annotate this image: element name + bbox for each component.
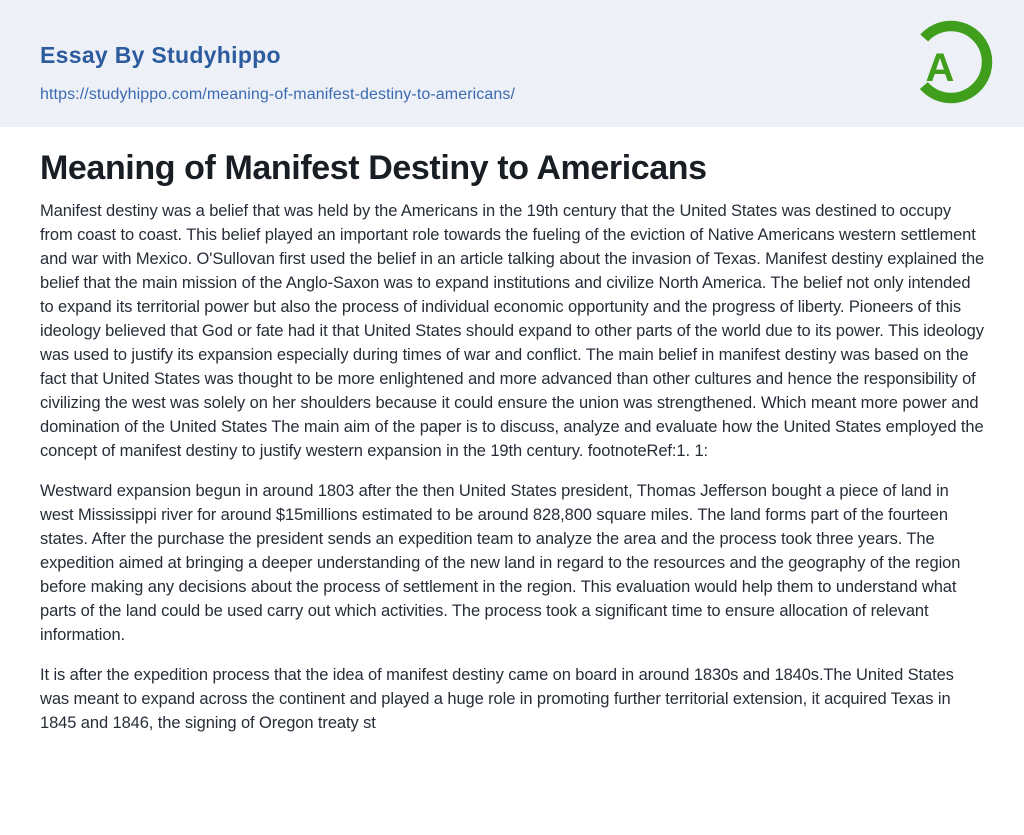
article-body [0, 148, 1024, 735]
article-paragraph-1: Manifest destiny was a belief that was held by the Americans in the 19th century that the United States was destined to occupy from coast to coast. This belief played an important role towards the fueling of the eviction of Native Americans western settlement and war with Mexico. O'Sullovan first used the belief in an article talking about the invasion of Texas. Manifest destiny explained the belief that the main mission of the Anglo-Saxon was to expand institutions and civilize North America. The belief not only intended to expand its territorial power but also the process of individual economic opportunity and the progress of liberty. Pioneers of this ideology believed that God or fate had it that United States should expand to other parts of the world due to its power. This ideology was used to justify its expansion especially during times of war and conflict. The main belief in manifest destiny was based on the fact that United States was thought to be more enlightened and more advanced than other cultures and hence the responsibility of civilizing the west was solely on her shoulders because it could ensure the union was strengthened. Which meant more power and domination of the United States The main aim of the paper is to discuss, analyze and evaluate how the United States employed the concept of manifest destiny to justify western expansion in the 19th century. footnoteRef:1. 1: [40, 202, 985, 460]
site-title: Essay By Studyhippo [40, 42, 281, 68]
article-paragraph-3: It is after the expedition process that the idea of manifest destiny came on board in around 1830s and 1840s.The United States was meant to expand across the continent and played a huge role in promoting further territorial extension, it acquired Texas in 1845 and 1846, the signing of Oregon treaty st [40, 666, 954, 732]
studyhippo-logo[interactable] [902, 16, 994, 108]
logo-arc-icon [902, 16, 994, 108]
page-header [0, 0, 1024, 127]
article-paragraph-2: Westward expansion begun in around 1803 after the then United States president, Thomas Jefferson bought a piece of land in west Mississippi river for around $15millions estimated to be around 828,800 square miles. The land forms part of the fourteen states. After the purchase the president sends an expedition team to analyze the area and the process took three years. The expedition aimed at bringing a deeper understanding of the new land in regard to the resources and the geography of the region before making any decisions about the process of settlement in the region. This evaluation would help them to understand what parts of the land could be used carry out which activities. The process took a significant time to ensure allocation of relevant information. [40, 482, 961, 644]
article-title: Meaning of Manifest Destiny to Americans [40, 149, 707, 187]
logo-letter: A [925, 46, 955, 90]
source-url-link[interactable]: https://studyhippo.com/meaning-of-manifest-destiny-to-americans/ [40, 86, 516, 103]
